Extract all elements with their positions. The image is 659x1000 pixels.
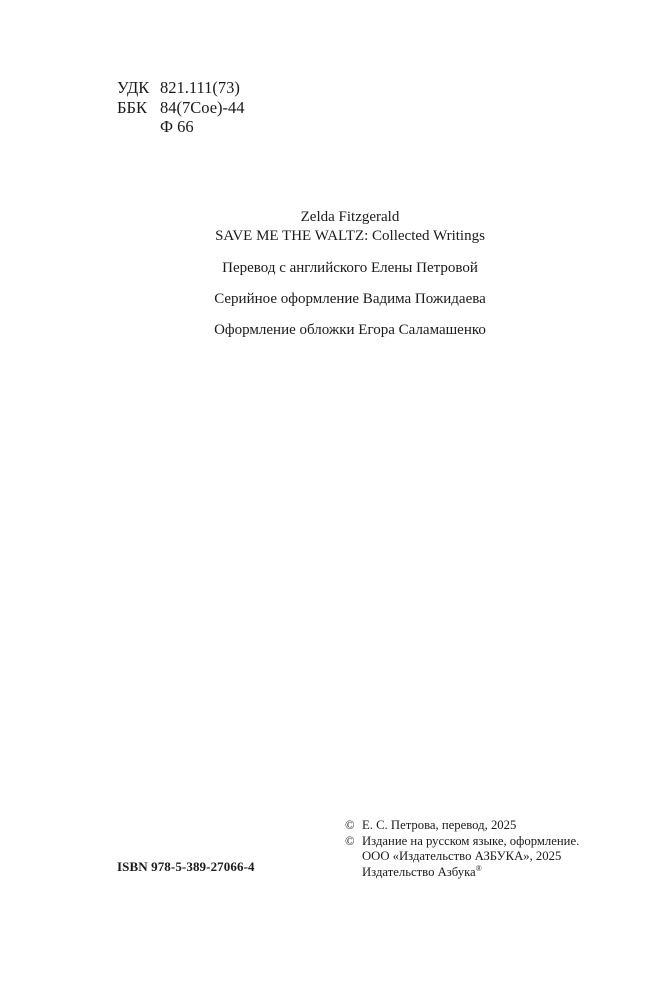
copyright-sign: © [345, 818, 355, 832]
registered-mark: ® [475, 863, 482, 873]
book-title: SAVE ME THE WALTZ: Collected Writings [215, 228, 485, 244]
copyright-line [345, 834, 579, 850]
udc-label: УДК [117, 78, 150, 97]
copyright-publisher: ООО «Издательство АЗБУКА», 2025 [362, 849, 562, 863]
publisher-imprint [362, 865, 482, 881]
copyright-line [345, 849, 579, 865]
cover-design-credit: Оформление обложки Егора Саламашенко [214, 322, 486, 338]
credits-block [0, 208, 659, 340]
udc-value: 821.111(73) [160, 78, 240, 97]
copyright-line [345, 865, 579, 881]
classification-block [117, 78, 245, 137]
copyright-block [345, 818, 579, 880]
author-mark-row [117, 117, 245, 137]
copyright-edition: Издание на русском языке, оформление. [362, 833, 580, 848]
copyright-line [345, 818, 579, 834]
isbn: ISBN 978-5-389-27066-4 [117, 859, 255, 874]
bbk-label: ББК [117, 97, 147, 117]
author-name: Zelda Fitzgerald [300, 209, 400, 225]
author-mark: Ф 66 [160, 117, 194, 136]
translation-credit: Перевод с английского Елены Петровой [222, 260, 478, 276]
publisher-imprint-name: Издательство Азбука [362, 864, 476, 879]
copyright-sign: © [345, 833, 355, 848]
bbk-value: 84(7Сое)-44 [160, 97, 245, 117]
series-design-credit: Серийное оформление Вадима Пожидаева [214, 291, 486, 307]
bbk-row [117, 98, 245, 118]
copyright-translation: Е. С. Петрова, перевод, 2025 [362, 818, 517, 832]
udc-row [117, 78, 245, 98]
